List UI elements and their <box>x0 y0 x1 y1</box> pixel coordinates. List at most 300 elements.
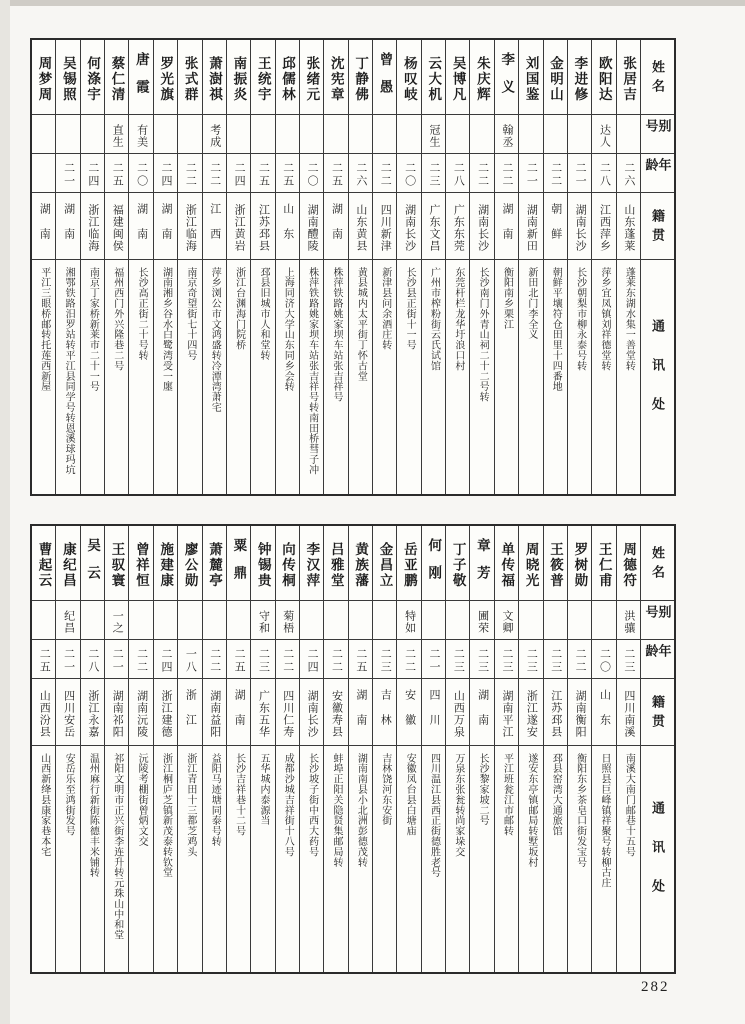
entry-column <box>348 40 372 494</box>
entry-address-cell: 衡阳南乡栗江 <box>495 259 518 494</box>
entry-alias-cell <box>544 600 567 639</box>
entry-address-cell: 黄县城内太平街丁怀古堂 <box>349 259 372 494</box>
entry-age-cell: 二二 <box>544 153 567 192</box>
entry-name-cell: 罗树勋 <box>572 541 588 589</box>
entry-address-cell: 长沙南门外青山祠二十二号转 <box>470 259 493 494</box>
entry-age-cell: 二三 <box>446 639 469 678</box>
entry-column <box>396 40 420 494</box>
entry-alias-cell <box>178 600 201 639</box>
entry-alias-cell: 洪骧 <box>617 600 640 639</box>
entry-address-cell: 邳县旧城市人和堂转 <box>251 259 274 494</box>
entry-name-cell: 杨叹岐 <box>401 55 417 103</box>
entry-age-cell: 二二 <box>203 639 226 678</box>
entry-native-place-cell: 湖南平江 <box>495 678 518 745</box>
entry-name-cell: 王驭寰 <box>109 541 125 589</box>
entry-address-cell: 株萍铁路姚家坝车站张吉祥号 <box>324 259 347 494</box>
entry-alias-cell <box>203 600 226 639</box>
entry-age-cell: 二二 <box>373 153 396 192</box>
entry-column <box>250 526 274 972</box>
entry-column <box>177 526 201 972</box>
entry-native-place-cell: 浙江永嘉 <box>81 678 104 745</box>
entry-alias-cell <box>422 600 445 639</box>
entry-age-cell: 二一 <box>422 639 445 678</box>
entry-native-place-cell: 广东五华 <box>251 678 274 745</box>
entry-address-cell: 安徽凤台县白塘庙 <box>397 745 420 972</box>
entry-native-place-cell: 山西万泉 <box>446 678 469 745</box>
entry-address-cell: 成都沙城吉祥街十八号 <box>276 745 299 972</box>
entry-age-cell: 二一 <box>519 153 542 192</box>
entry-native-place-cell: 湖南 <box>349 678 372 745</box>
entry-native-place-cell: 湖南 <box>495 192 518 259</box>
entry-native-place-cell: 湖南益阳 <box>203 678 226 745</box>
entry-name-cell: 南振炎 <box>231 55 247 103</box>
entry-alias-cell: 考成 <box>203 114 226 153</box>
entry-address-cell: 浙江台渊海门院桥 <box>227 259 250 494</box>
entry-alias-cell <box>81 114 104 153</box>
entry-alias-cell: 圃荣 <box>470 600 493 639</box>
entry-column <box>543 526 567 972</box>
entry-column <box>299 526 323 972</box>
entry-age-cell: 二三 <box>544 639 567 678</box>
entry-age-cell: 二八 <box>446 153 469 192</box>
entry-address-cell: 湖南湘乡谷水白鹭湾受一廛 <box>154 259 177 494</box>
entry-column <box>518 526 542 972</box>
entry-age-cell: 二五 <box>227 639 250 678</box>
entry-age-cell: 二三 <box>422 153 445 192</box>
entry-age-cell: 二四 <box>154 639 177 678</box>
entry-address-cell: 长沙黎家坡二号 <box>470 745 493 972</box>
entry-name-cell: 张居吉 <box>621 55 637 103</box>
entry-alias-cell: 守和 <box>251 600 274 639</box>
entry-name-cell: 吴锡照 <box>60 55 76 103</box>
entry-name-cell: 李进修 <box>572 55 588 103</box>
entry-column <box>372 40 396 494</box>
entry-alias-cell <box>470 114 493 153</box>
entry-column <box>55 40 79 494</box>
entry-address-cell: 长沙坡子街中西大药号 <box>300 745 323 972</box>
entry-address-cell: 新田北门李全义 <box>519 259 542 494</box>
entry-alias-cell <box>300 114 323 153</box>
entry-age-cell: 二三 <box>251 639 274 678</box>
header-alias-label: 别号 <box>641 114 674 153</box>
entry-address-cell: 朝鲜平壤符仓田里十四番地 <box>544 259 567 494</box>
entry-native-place-cell: 山东黄县 <box>349 192 372 259</box>
entry-address-cell: 衡阳东乡茶皂口街发宝号 <box>568 745 591 972</box>
entry-age-cell: 二一 <box>56 153 79 192</box>
entry-address-cell: 南京奇望街七十四号 <box>178 259 201 494</box>
entry-native-place-cell: 湖南长沙 <box>300 678 323 745</box>
entry-alias-cell <box>349 114 372 153</box>
entry-native-place-cell: 湖南长沙 <box>568 192 591 259</box>
entry-column <box>616 40 640 494</box>
scan-artifact-left <box>0 0 10 1024</box>
entry-address-cell: 南京丁家桥新莱市二十一号 <box>81 259 104 494</box>
entry-address-cell: 上海同济大学山东同乡会转 <box>276 259 299 494</box>
entry-column <box>372 526 396 972</box>
entry-alias-cell: 有美 <box>129 114 152 153</box>
entry-age-cell: 一八 <box>178 639 201 678</box>
entry-column <box>591 526 615 972</box>
entry-alias-cell <box>519 600 542 639</box>
entry-alias-cell: 直生 <box>105 114 128 153</box>
entry-alias-cell <box>617 114 640 153</box>
entry-alias-cell <box>129 600 152 639</box>
entry-name-cell: 向传桐 <box>280 541 296 589</box>
entry-alias-cell <box>32 600 55 639</box>
entry-name-cell: 罗光旗 <box>158 55 174 103</box>
header-address-label: 通讯处 <box>641 745 674 972</box>
entry-age-cell: 二五 <box>324 153 347 192</box>
entry-native-place-cell: 江西 <box>203 192 226 259</box>
entry-column <box>494 40 518 494</box>
entry-age-cell: 二二 <box>470 153 493 192</box>
entry-name-cell: 丁静佛 <box>353 55 369 103</box>
directory-table-top <box>30 38 676 496</box>
entry-column <box>323 40 347 494</box>
entry-column <box>396 526 420 972</box>
entry-native-place-cell: 浙江黄岩 <box>227 192 250 259</box>
entry-name-cell: 曾愚 <box>377 51 393 107</box>
entry-column <box>469 40 493 494</box>
entry-name-cell: 钟锡贵 <box>255 541 271 589</box>
entry-name-cell: 李汉萍 <box>304 541 320 589</box>
entry-name-cell: 萧麓亭 <box>206 541 222 589</box>
entry-column <box>80 40 104 494</box>
entry-alias-cell: 菊梧 <box>276 600 299 639</box>
entry-address-cell: 四川温江县西正街德胜老号 <box>422 745 445 972</box>
entry-age-cell <box>32 153 55 192</box>
entry-name-cell: 萧澍祺 <box>206 55 222 103</box>
entry-native-place-cell: 湖南 <box>470 678 493 745</box>
entry-native-place-cell: 安徽寿县 <box>324 678 347 745</box>
entry-address-cell: 萍乡宜凤镇刘祥德堂转 <box>592 259 615 494</box>
entry-address-cell: 安岳乐至鸿街发号 <box>56 745 79 972</box>
entry-column <box>226 40 250 494</box>
entry-address-cell: 万泉东张瓮转尚家垛交 <box>446 745 469 972</box>
directory-table-bottom <box>30 524 676 974</box>
entry-age-cell: 二一 <box>568 153 591 192</box>
entry-native-place-cell: 山东蓬莱 <box>617 192 640 259</box>
entry-name-cell: 曾祥恒 <box>133 541 149 589</box>
entry-column <box>55 526 79 972</box>
entry-name-cell: 丁子敬 <box>450 541 466 589</box>
entry-native-place-cell: 广东东莞 <box>446 192 469 259</box>
entry-name-cell: 施建康 <box>158 541 174 589</box>
entry-native-place-cell: 浙江 <box>178 678 201 745</box>
entry-column <box>518 40 542 494</box>
entry-address-cell: 长沙朝梨市柳永泰号转 <box>568 259 591 494</box>
entry-name-cell: 何涤宇 <box>85 55 101 103</box>
entry-address-cell: 祁阳文明市正兴街李连升转元珠山中和堂 <box>105 745 128 972</box>
entry-age-cell: 二五 <box>349 639 372 678</box>
entry-name-cell: 邱儒林 <box>280 55 296 103</box>
entry-name-cell: 吴博凡 <box>450 55 466 103</box>
entry-native-place-cell: 浙江遂安 <box>519 678 542 745</box>
entry-name-cell: 王统宇 <box>255 55 271 103</box>
entry-alias-cell <box>154 114 177 153</box>
entry-native-place-cell: 江苏邳县 <box>251 192 274 259</box>
entry-age-cell: 二二 <box>568 639 591 678</box>
entry-address-cell: 山西新绛县康家巷本宅 <box>32 745 55 972</box>
entry-alias-cell <box>81 600 104 639</box>
entry-age-cell: 二五 <box>276 153 299 192</box>
entry-age-cell: 二〇 <box>592 639 615 678</box>
entry-native-place-cell: 吉林 <box>373 678 396 745</box>
entry-alias-cell <box>349 600 372 639</box>
entry-column <box>494 526 518 972</box>
header-age-label: 年龄 <box>641 153 674 192</box>
entry-age-cell: 二三 <box>519 639 542 678</box>
entry-name-cell: 康纪昌 <box>60 541 76 589</box>
entry-age-cell: 二〇 <box>397 153 420 192</box>
entry-alias-cell <box>56 114 79 153</box>
entry-column <box>591 40 615 494</box>
entry-native-place-cell: 湖南沅陵 <box>129 678 152 745</box>
entry-name-cell: 王仁甫 <box>596 541 612 589</box>
entry-age-cell: 二二 <box>276 639 299 678</box>
entry-age-cell: 二二 <box>129 639 152 678</box>
entry-name-cell: 张式群 <box>182 55 198 103</box>
header-native-label: 籍贯 <box>641 192 674 259</box>
entry-column <box>348 526 372 972</box>
entry-name-cell: 刘国鉴 <box>523 55 539 103</box>
entry-address-cell: 湖南南县小北洲彭德茂转 <box>349 745 372 972</box>
entry-native-place-cell: 湖南祁阳 <box>105 678 128 745</box>
entry-column <box>567 40 591 494</box>
entry-alias-cell: 冠生 <box>422 114 445 153</box>
entry-column <box>104 40 128 494</box>
entry-alias-cell <box>568 600 591 639</box>
entry-age-cell: 二五 <box>105 153 128 192</box>
entry-native-place-cell: 四川仁寿 <box>276 678 299 745</box>
entry-address-cell: 吉林饶河东安街 <box>373 745 396 972</box>
entry-address-cell: 株萍铁路姚家坝车站张吉祥号转南田桥彗子冲 <box>300 259 323 494</box>
entry-native-place-cell: 山东 <box>276 192 299 259</box>
entry-name-cell: 吴云 <box>85 537 101 593</box>
entry-name-cell: 廖公勋 <box>182 541 198 589</box>
entry-native-place-cell: 江苏邳县 <box>544 678 567 745</box>
entry-column <box>226 526 250 972</box>
entry-name-cell: 沈宪章 <box>328 55 344 103</box>
entry-name-cell: 黄族藩 <box>353 541 369 589</box>
entry-native-place-cell: 山西汾县 <box>32 678 55 745</box>
entry-age-cell: 二五 <box>32 639 55 678</box>
entry-address-cell: 遂安东亭镇邮局转墅坂村 <box>519 745 542 972</box>
entry-address-cell: 浙江青田十三都芝鸡头 <box>178 745 201 972</box>
entry-column <box>299 40 323 494</box>
header-native-label: 籍贯 <box>641 678 674 745</box>
entry-address-cell: 五华城内泰源当 <box>251 745 274 972</box>
entry-address-cell: 沅陵考棚街曾炳文交 <box>129 745 152 972</box>
entry-address-cell: 长沙县正街十一号 <box>397 259 420 494</box>
entry-native-place-cell: 湖南长沙 <box>397 192 420 259</box>
entry-native-place-cell: 湖南新田 <box>519 192 542 259</box>
entry-address-cell: 益阳马迹塘同泰号转 <box>203 745 226 972</box>
entry-column <box>445 526 469 972</box>
entry-alias-cell <box>446 600 469 639</box>
entry-age-cell: 二四 <box>154 153 177 192</box>
entry-address-cell: 南溪大南门邮巷十五号 <box>617 745 640 972</box>
entry-alias-cell <box>154 600 177 639</box>
entry-address-cell: 浙江桐庐芝镇新茂泰转钦堂 <box>154 745 177 972</box>
header-name-label: 姓名 <box>650 546 665 584</box>
page-number: 282 <box>641 979 670 995</box>
entry-age-cell: 二一 <box>56 639 79 678</box>
entry-name-cell: 云大机 <box>426 55 442 103</box>
entry-address-cell: 日照县巨峰镇祥聚号转柳古庄 <box>592 745 615 972</box>
entry-address-cell: 平江班瓮江市邮转 <box>495 745 518 972</box>
entry-alias-cell: 文卿 <box>495 600 518 639</box>
entry-age-cell: 二〇 <box>129 153 152 192</box>
entry-column <box>616 526 640 972</box>
entry-native-place-cell: 湖南长沙 <box>470 192 493 259</box>
entry-name-cell: 周晓光 <box>523 541 539 589</box>
entry-native-place-cell: 安徽 <box>397 678 420 745</box>
entry-native-place-cell: 湖南醴陵 <box>300 192 323 259</box>
entry-column <box>202 40 226 494</box>
entry-address-cell: 邳县窑湾大通旅馆 <box>544 745 567 972</box>
entry-age-cell: 二六 <box>617 153 640 192</box>
entry-column <box>32 526 55 972</box>
header-name-label: 姓名 <box>650 60 665 98</box>
header-column <box>640 40 674 494</box>
entry-alias-cell <box>227 600 250 639</box>
entry-column <box>275 40 299 494</box>
entry-alias-cell <box>32 114 55 153</box>
entry-native-place-cell: 湖南 <box>129 192 152 259</box>
entry-address-cell: 平江三眼桥邮转托莲西新屋 <box>32 259 55 494</box>
entry-alias-cell <box>568 114 591 153</box>
entry-native-place-cell: 江西萍乡 <box>592 192 615 259</box>
entry-name-cell: 周德符 <box>621 541 637 589</box>
entry-alias-cell <box>373 114 396 153</box>
entry-name-cell: 朱庆辉 <box>474 55 490 103</box>
entry-column <box>153 526 177 972</box>
entry-age-cell: 二四 <box>227 153 250 192</box>
entry-column <box>421 526 445 972</box>
entry-address-cell: 福州西门外兴隆巷二号 <box>105 259 128 494</box>
entry-native-place-cell: 湖南衡阳 <box>568 678 591 745</box>
entry-address-cell: 东莞杆栏龙华圩浪口村 <box>446 259 469 494</box>
entry-age-cell: 二三 <box>617 639 640 678</box>
entry-name-cell: 欧阳达 <box>596 55 612 103</box>
entry-age-cell: 二四 <box>300 639 323 678</box>
entry-native-place-cell: 山东 <box>592 678 615 745</box>
entry-column <box>202 526 226 972</box>
entry-alias-cell <box>300 600 323 639</box>
entry-name-cell: 粟鼎 <box>231 537 247 593</box>
entry-address-cell: 湘鄂铁路汨罗站转平江县同学号转恩溪球玛坑 <box>56 259 79 494</box>
entry-age-cell: 二五 <box>251 153 274 192</box>
entry-alias-cell <box>227 114 250 153</box>
entry-address-cell: 长沙吉祥巷十二号 <box>227 745 250 972</box>
entry-name-cell: 曹起云 <box>36 541 52 589</box>
entry-column <box>177 40 201 494</box>
entry-name-cell: 章芳 <box>474 537 490 593</box>
entry-address-cell: 温州麻行新街陈德丰米铺转 <box>81 745 104 972</box>
entry-alias-cell: 达人 <box>592 114 615 153</box>
entry-address-cell: 广州市榨粉街云氏试馆 <box>422 259 445 494</box>
entry-age-cell: 二三 <box>495 639 518 678</box>
entry-column <box>32 40 55 494</box>
entry-native-place-cell: 湖南 <box>324 192 347 259</box>
header-age-label: 年龄 <box>641 639 674 678</box>
entry-native-place-cell: 四川 <box>422 678 445 745</box>
entry-name-cell: 周梦周 <box>36 55 52 103</box>
entry-column <box>567 526 591 972</box>
entry-native-place-cell: 四川安岳 <box>56 678 79 745</box>
entry-native-place-cell: 四川新津 <box>373 192 396 259</box>
entry-age-cell: 二二 <box>397 639 420 678</box>
entry-column <box>275 526 299 972</box>
entry-alias-cell <box>397 114 420 153</box>
entry-column <box>80 526 104 972</box>
entry-alias-cell <box>544 114 567 153</box>
entry-alias-cell <box>519 114 542 153</box>
entry-name-cell: 单传福 <box>499 541 515 589</box>
entry-native-place-cell: 湖南 <box>154 192 177 259</box>
entry-age-cell: 二八 <box>592 153 615 192</box>
entry-age-cell: 二八 <box>81 639 104 678</box>
header-column <box>640 526 674 972</box>
entry-name-cell: 金昌立 <box>377 541 393 589</box>
entry-name-cell: 张绪元 <box>304 55 320 103</box>
entry-name-cell: 何刚 <box>426 537 442 593</box>
entry-native-place-cell: 浙江临海 <box>178 192 201 259</box>
entry-alias-cell: 纪昌 <box>56 600 79 639</box>
entry-native-place-cell: 湖南 <box>56 192 79 259</box>
entry-native-place-cell: 浙江临海 <box>81 192 104 259</box>
entry-age-cell: 二二 <box>324 639 347 678</box>
entry-native-place-cell: 广东文昌 <box>422 192 445 259</box>
entry-alias-cell <box>276 114 299 153</box>
header-address-label: 通讯处 <box>641 259 674 494</box>
entry-column <box>128 526 152 972</box>
entry-age-cell: 二六 <box>349 153 372 192</box>
entry-native-place-cell: 湖南 <box>227 678 250 745</box>
entry-column <box>128 40 152 494</box>
entry-alias-cell: 一之 <box>105 600 128 639</box>
entry-native-place-cell: 浙江建德 <box>154 678 177 745</box>
entry-alias-cell <box>324 114 347 153</box>
entry-name-cell: 唐霞 <box>133 51 149 107</box>
entry-column <box>469 526 493 972</box>
entry-native-place-cell: 福建闽侯 <box>105 192 128 259</box>
entry-column <box>421 40 445 494</box>
entry-age-cell: 二三 <box>470 639 493 678</box>
entry-alias-cell <box>251 114 274 153</box>
entry-name-cell: 岳亚鹏 <box>401 541 417 589</box>
entry-native-place-cell: 湖南 <box>32 192 55 259</box>
entry-column <box>323 526 347 972</box>
entry-native-place-cell: 四川南溪 <box>617 678 640 745</box>
entry-address-cell: 蓬莱东湖水集一善堂转 <box>617 259 640 494</box>
entry-column <box>445 40 469 494</box>
entry-address-cell: 长沙高正街二十号转 <box>129 259 152 494</box>
entry-name-cell: 李义 <box>499 51 515 107</box>
entry-name-cell: 吕雅堂 <box>328 541 344 589</box>
entry-column <box>543 40 567 494</box>
entry-age-cell: 二四 <box>81 153 104 192</box>
entry-age-cell: 二一 <box>105 639 128 678</box>
entry-alias-cell: 翰丞 <box>495 114 518 153</box>
entry-alias-cell: 特如 <box>397 600 420 639</box>
entry-address-cell: 新津县问余酒庄转 <box>373 259 396 494</box>
entry-alias-cell <box>446 114 469 153</box>
entry-age-cell: 二二 <box>178 153 201 192</box>
entry-column <box>153 40 177 494</box>
entry-address-cell: 蚌埠正阳关隐贤集邮局转 <box>324 745 347 972</box>
